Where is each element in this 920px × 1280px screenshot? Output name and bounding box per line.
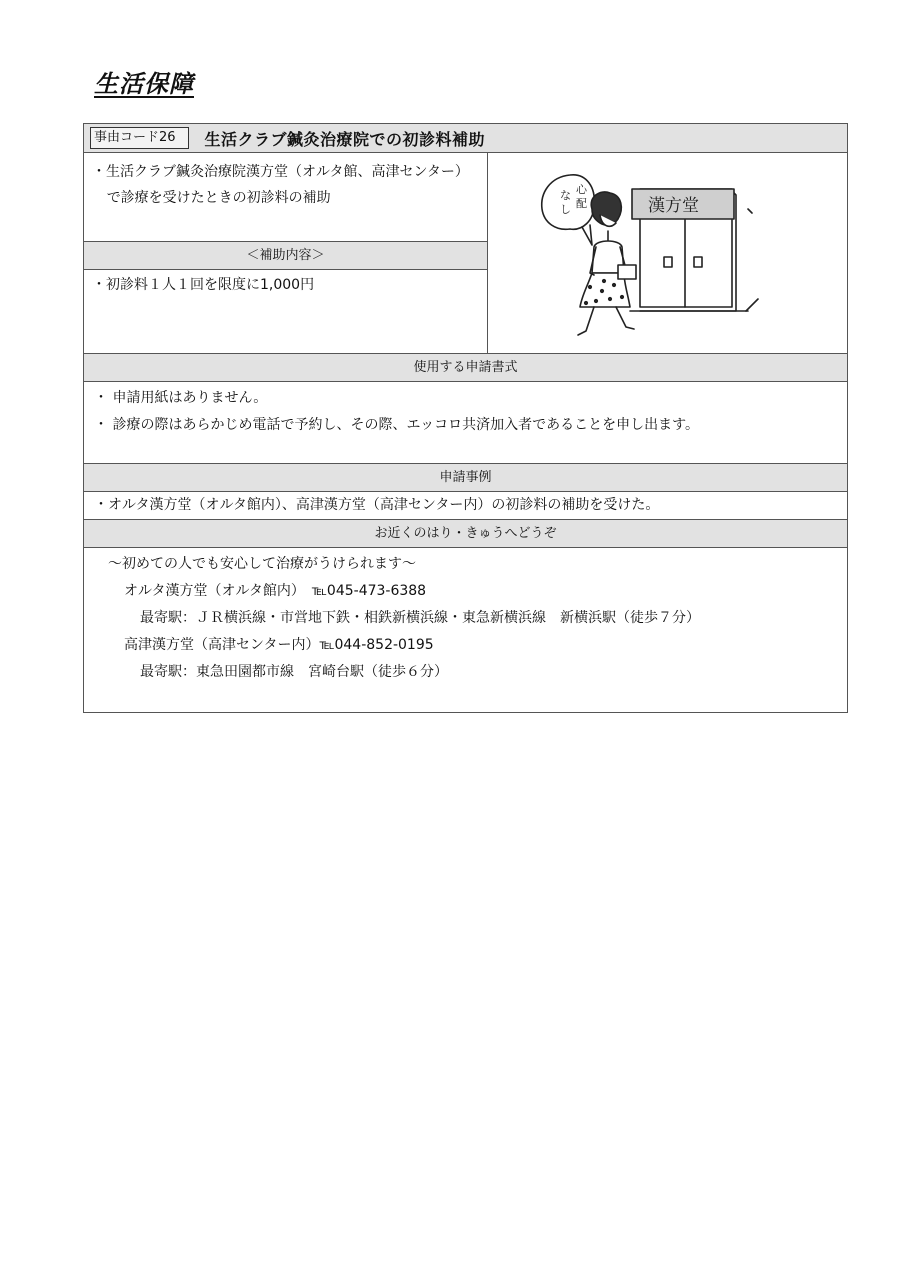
clinic-orta-name: オルタ漢方堂（オルタ館内） ℡045-473-6388 bbox=[124, 583, 427, 599]
reason-code-label: 事由コード26 bbox=[90, 127, 189, 149]
clinic-takatsu-name: 高津漢方堂（高津センター内）℡044-852-0195 bbox=[124, 637, 434, 653]
clinic-sign bbox=[632, 189, 734, 219]
forms-item-2: ・ 診療の際はあらかじめ電話で予約し、その際、エッコロ共済加入者であることを申し出ます。 bbox=[94, 417, 700, 433]
bubble-char-1: 心 bbox=[576, 183, 587, 196]
bubble-char-2: 配 bbox=[576, 197, 587, 210]
subsidy-content-cell bbox=[84, 270, 487, 353]
speech-bubble bbox=[542, 175, 595, 245]
clinic-sign-text: 漢方堂 bbox=[648, 196, 699, 216]
illustration-cell bbox=[488, 153, 847, 353]
example-heading: 申請事例 bbox=[84, 464, 847, 492]
forms-content bbox=[84, 382, 847, 464]
nearby-tagline: ～初めての人でも安心して治療がうけられます～ bbox=[108, 556, 416, 572]
clinic-takatsu-station: 最寄駅：東急田園都市線 宮崎台駅（徒歩６分） bbox=[140, 664, 448, 680]
bubble-char-3: な bbox=[560, 189, 571, 202]
clinic-orta-station: 最寄駅：ＪＲ横浜線・市営地下鉄・相鉄新横浜線・東急新横浜線 新横浜駅（徒歩７分） bbox=[140, 610, 700, 626]
subsidy-heading: ＜補助内容＞ bbox=[84, 242, 487, 270]
example-content bbox=[84, 492, 847, 520]
forms-item-1: ・ 申請用紙はありません。 bbox=[94, 390, 268, 406]
subsidy-text: ・初診料１人１回を限度に1,000円 bbox=[92, 277, 315, 293]
benefit-description: ・生活クラブ鍼灸治療院漢方堂（オルタ館、高津センター）で診療を受けたときの初診料の補助 bbox=[92, 164, 469, 206]
overview-text-column bbox=[84, 153, 488, 353]
clinic-illustration bbox=[530, 161, 820, 346]
example-text: ・オルタ漢方堂（オルタ館内）、高津漢方堂（高津センター内）の初診料の補助を受けた。 bbox=[94, 497, 660, 513]
page-title: 生活保障 bbox=[94, 70, 194, 98]
nearby-heading: お近くのはり・きゅうへどうぞ bbox=[84, 520, 847, 548]
bubble-char-4: し bbox=[560, 203, 571, 216]
benefit-description-cell bbox=[84, 153, 487, 242]
benefit-header bbox=[84, 124, 847, 153]
nearby-content bbox=[84, 548, 847, 712]
benefit-title: 生活クラブ鍼灸治療院での初診料補助 bbox=[204, 129, 486, 149]
woman-figure bbox=[578, 192, 636, 335]
overview-section bbox=[84, 153, 847, 354]
forms-heading: 使用する申請書式 bbox=[84, 354, 847, 382]
benefit-sheet bbox=[83, 123, 848, 713]
